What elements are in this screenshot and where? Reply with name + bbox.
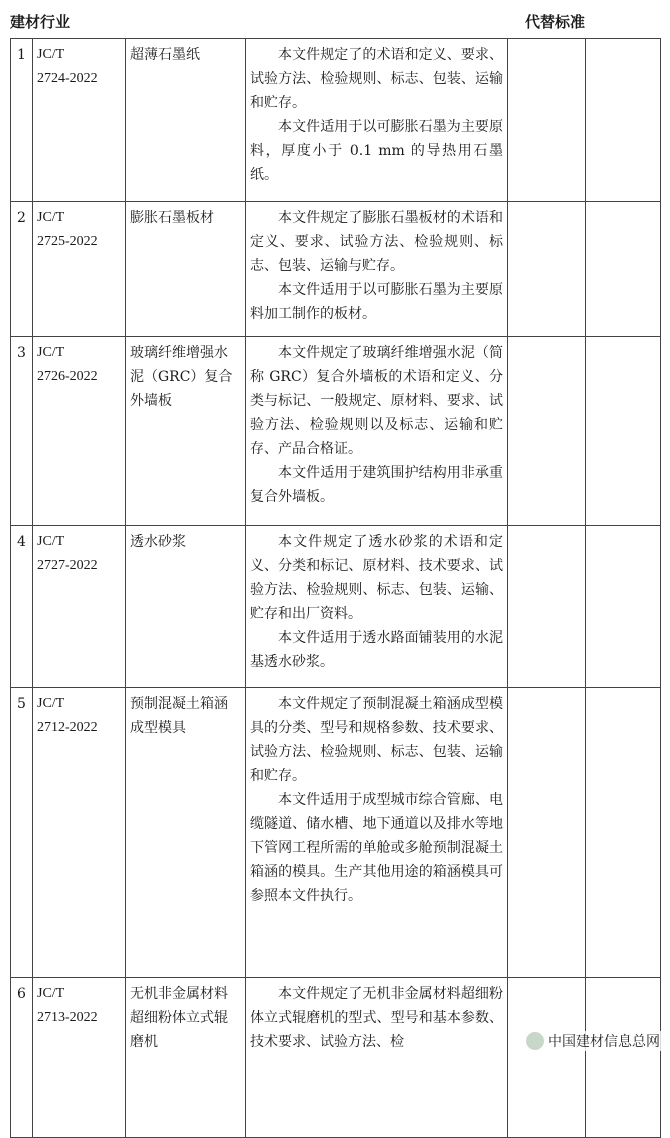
description-paragraph: 本文件适用于建筑围护结构用非承重复合外墙板。 [250,465,503,505]
replaced-standard-cell [508,39,586,202]
description-paragraph: 本文件规定了透水砂浆的术语和定义、分类和标记、原材料、技术要求、试验方法、检验规则、标志、包装、运输、贮存和出厂资料。 [250,534,503,622]
watermark-text: 中国建材信息总网 [548,1034,660,1050]
table-row [11,688,661,978]
code-prefix: JC/T [37,47,65,62]
standard-description [246,526,508,688]
standard-code [33,39,126,202]
row-number: 6 [11,978,33,1138]
description-paragraph: 本文件适用于成型城市综合管廊、电缆隧道、储水槽、地下通道以及排水等地下管网工程所需的单舱或多舱预制混凝土箱涵的模具。生产其他用途的箱涵模具可参照本文件执行。 [250,792,503,904]
row-number: 1 [11,39,33,202]
replace-column-title: 代替标准 [525,13,586,31]
row-number: 4 [11,526,33,688]
code-prefix: JC/T [37,345,65,360]
replaced-standard-cell [508,978,586,1138]
standard-code [33,202,126,337]
description-paragraph: 本文件规定了无机非金属材料超细粉体立式辊磨机的型式、型号和基本参数、技术要求、试验方法、检 [250,986,503,1050]
description-paragraph: 本文件适用于透水路面铺装用的水泥基透水砂浆。 [250,630,503,670]
standard-name: 玻璃纤维增强水泥（GRC）复合外墙板 [126,337,246,526]
extra-cell [586,337,661,526]
table-row [11,337,661,526]
code-prefix: JC/T [37,210,65,225]
table-row [11,202,661,337]
table-header [0,0,670,38]
standard-description [246,337,508,526]
code-number: 2725-2022 [37,234,98,249]
standard-description [246,688,508,978]
wechat-logo-icon [526,1032,544,1050]
industry-title: 建材行业 [10,13,71,31]
description-paragraph: 本文件规定了玻璃纤维增强水泥（简称 GRC）复合外墙板的术语和定义、分类与标记、一般规定、原材料、要求、试验方法、检验规则以及标志、运输和贮存、产品合格证。 [250,345,503,457]
standard-name: 超薄石墨纸 [126,39,246,202]
replaced-standard-cell [508,688,586,978]
replaced-standard-cell [508,526,586,688]
standard-name: 膨胀石墨板材 [126,202,246,337]
extra-cell [586,688,661,978]
code-number: 2713-2022 [37,1010,98,1025]
extra-cell [586,39,661,202]
code-prefix: JC/T [37,534,65,549]
standard-name: 无机非金属材料超细粉体立式辊磨机 [126,978,246,1138]
row-number: 2 [11,202,33,337]
watermark [524,1031,662,1051]
table-row [11,39,661,202]
description-paragraph: 本文件适用于以可膨胀石墨为主要原料，厚度小于 0.1 mm 的导热用石墨纸。 [250,119,503,183]
standard-description [246,978,508,1138]
standard-code [33,526,126,688]
row-number: 3 [11,337,33,526]
code-prefix: JC/T [37,986,65,1001]
code-prefix: JC/T [37,696,65,711]
standard-description [246,39,508,202]
extra-cell [586,526,661,688]
extra-cell [586,202,661,337]
standard-code [33,337,126,526]
code-number: 2727-2022 [37,558,98,573]
code-number: 2724-2022 [37,71,98,86]
extra-cell [586,978,661,1138]
code-number: 2726-2022 [37,369,98,384]
row-number: 5 [11,688,33,978]
standard-code [33,978,126,1138]
code-number: 2712-2022 [37,720,98,735]
description-paragraph: 本文件适用于以可膨胀石墨为主要原料加工制作的板材。 [250,282,503,322]
description-paragraph: 本文件规定了膨胀石墨板材的术语和定义、要求、试验方法、检验规则、标志、包装、运输与贮存。 [250,210,503,274]
standard-description [246,202,508,337]
table-row [11,526,661,688]
description-paragraph: 本文件规定了的术语和定义、要求、试验方法、检验规则、标志、包装、运输和贮存。 [250,47,503,111]
table-row [11,978,661,1138]
replaced-standard-cell [508,202,586,337]
standards-table [10,38,661,1138]
description-paragraph: 本文件规定了预制混凝土箱涵成型模具的分类、型号和规格参数、技术要求、试验方法、检验规则、标志、包装、运输和贮存。 [250,696,503,784]
replaced-standard-cell [508,337,586,526]
standard-code [33,688,126,978]
standard-name: 透水砂浆 [126,526,246,688]
standard-name: 预制混凝土箱涵成型模具 [126,688,246,978]
